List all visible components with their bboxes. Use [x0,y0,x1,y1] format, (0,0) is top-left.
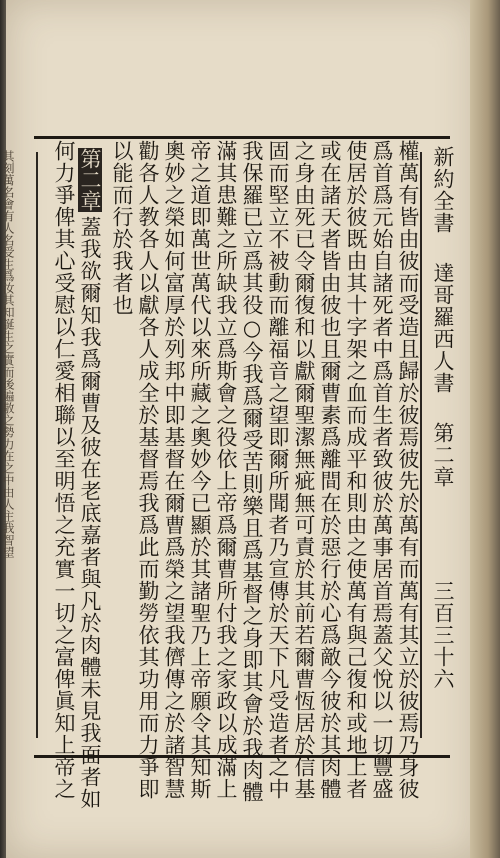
header-divider [420,152,422,738]
previous-page-edge [0,150,15,750]
text-column-14: 何力爭俾其心受慰以仁愛相聯以至明悟之充實一切之富俾眞知上帝之 [52,140,76,800]
text-column-1: 權萬有皆由彼而受造且歸於彼焉彼先於萬有而萬有其立於彼焉乃身彼 [396,140,420,800]
text-column-6: 固而堅立不被動而離福音之望即爾所聞者乃宣傳於天下凡受造者之中 [266,140,290,800]
text-column-11: 勸各人教各人以獻各人成全於基督焉我爲此而勤勞依其功用而力爭即 [136,140,160,800]
text-column-2: 爲首爲元始自諸死者中爲首生者致彼於萬事居首焉蓋父悅以一切豐盛 [370,140,394,800]
text-column-3: 使居於彼既由其十字架之血而成平和則由之使萬有與己復和或地上者 [344,140,368,800]
text-column-8: 滿其患難之所缺我立爲斯會之役依上帝爲爾曹所付我之家政以成滿上 [214,140,238,800]
text-column-12: 以能而行於我者也 [110,140,134,316]
left-border-rule [36,152,38,738]
text-column-13: 蓋我欲爾知我爲爾曹及彼在老底嘉者與凡於肉體未見我面者如 [78,216,102,810]
section-title: 達哥羅西人書 [431,262,455,394]
text-column-10: 奧妙之榮如何富厚於列邦中即基督在爾曹爲榮之望我儕傳之於諸智慧 [162,140,186,800]
previous-page-text: 其刻萬名會有人名受生爲汝其知誕生之實而後遍敬之勢力在之中由人主我智望 [1,150,15,558]
page-edges [470,0,500,858]
text-column-7: 我保羅已立爲其役○今我爲爾受苦則樂且爲基督之身即其會於我肉體 [240,140,264,803]
page-number: 三百三十六 [431,580,455,690]
chapter-marker: 第二章 [78,148,102,211]
text-column-9: 帝之道即萬世萬代以來所藏之奧妙今已顯於其諸聖乃上帝願令其知斯 [188,140,212,800]
text-column-5: 之身由死已令爾復和以獻爾聖潔無疵無可責於其前若爾曹恆居於信基 [292,140,316,800]
chapter-heading: 第二章 [431,422,455,488]
text-column-4: 或在諸天者皆由彼也且爾曹素爲離間在於惡行於心爲敵今彼於其肉體 [318,140,342,800]
book-title: 新約全書 [431,146,455,234]
